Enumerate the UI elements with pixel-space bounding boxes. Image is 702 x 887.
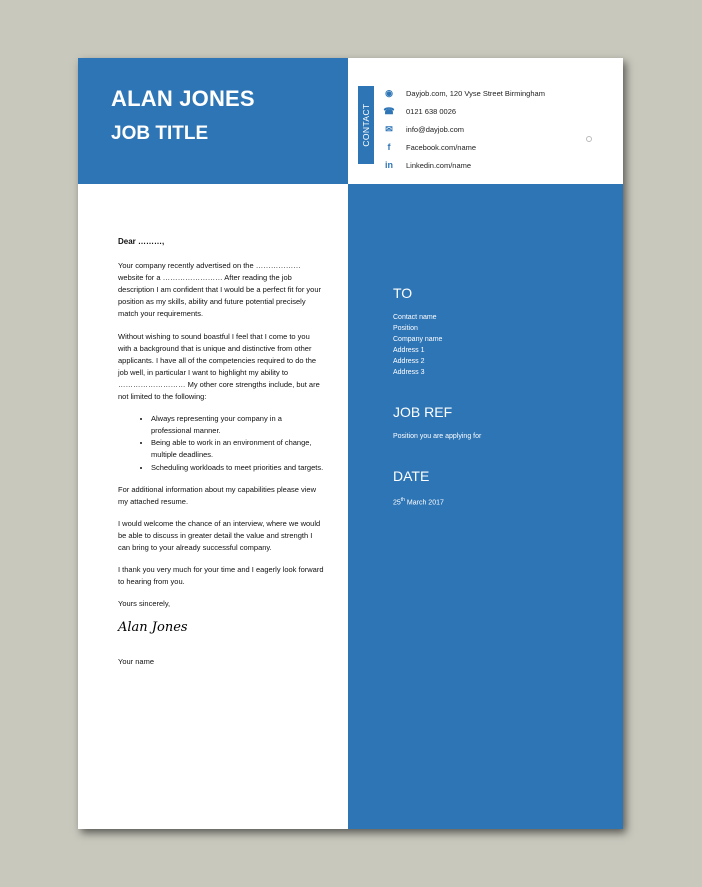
linkedin-icon: in bbox=[385, 160, 393, 170]
to-heading: TO bbox=[393, 285, 413, 301]
paragraph-interview: I would welcome the chance of an interview, where we would be able to discuss in greater detail the value and strength I can bring to your already successful company. bbox=[118, 518, 321, 552]
signature: Alan Jones bbox=[118, 620, 188, 636]
paragraph-intro: Your company recently advertised on the ……………… website for a …………………… After reading the job description I am confident that I would be a perfect fit for your position as my skills, ability and future potential precisely match your requirements. bbox=[118, 261, 322, 319]
closing: Yours sincerely, bbox=[118, 599, 171, 609]
job-ref-details bbox=[393, 431, 481, 442]
recipient-contact-name: Contact name bbox=[393, 314, 437, 321]
phone-icon: ☎ bbox=[383, 105, 395, 116]
contact-address-text: Dayjob.com, 120 Vyse Street Birmingham bbox=[406, 88, 545, 98]
date-day: 25 bbox=[393, 499, 401, 507]
salutation: Dear ………, bbox=[118, 237, 165, 246]
date-heading: DATE bbox=[393, 468, 430, 484]
list-item: • Scheduling workloads to meet priorities and targets. bbox=[151, 462, 324, 474]
date-text bbox=[393, 495, 444, 508]
contact-linkedin-text: Linkedin.com/name bbox=[406, 160, 472, 170]
recipient-address-3: Address 3 bbox=[393, 369, 425, 376]
contact-email-text: info@dayjob.com bbox=[406, 124, 465, 134]
recipient-position: Position bbox=[393, 325, 418, 332]
your-name: Your name bbox=[118, 657, 154, 667]
date-suffix: th bbox=[400, 497, 405, 503]
date-rest: March 2017 bbox=[404, 499, 444, 507]
contact-list bbox=[382, 84, 545, 174]
list-item: • Always representing your company in a professional manner. bbox=[151, 413, 324, 437]
job-ref-heading: JOB REF bbox=[393, 404, 453, 420]
contact-facebook-text: Facebook.com/name bbox=[406, 142, 477, 152]
location-pin-icon: ◉ bbox=[385, 87, 393, 98]
email-icon: ✉ bbox=[385, 123, 393, 134]
letter-body bbox=[118, 236, 324, 669]
applicant-name: ALAN JONES bbox=[111, 86, 255, 111]
recipient-address-1: Address 1 bbox=[393, 347, 425, 354]
contact-address bbox=[382, 84, 545, 102]
paragraph-additional-info: For additional information about my capabilities please view my attached resume. bbox=[118, 484, 317, 506]
date-details bbox=[393, 495, 444, 508]
facebook-icon: f bbox=[387, 142, 391, 152]
list-item: • Being able to work in an environment of change, multiple deadlines. bbox=[151, 437, 324, 461]
cover-letter-page bbox=[78, 58, 623, 829]
contact-tab-label: CONTACT bbox=[361, 103, 371, 147]
paragraph-thanks: I thank you very much for your time and I eagerly look forward to hearing from you. bbox=[118, 565, 324, 587]
contact-facebook bbox=[382, 138, 545, 156]
contact-tab bbox=[358, 86, 374, 164]
contact-phone bbox=[382, 102, 545, 120]
header-banner bbox=[78, 58, 348, 184]
recipient-details bbox=[393, 312, 442, 378]
job-title: JOB TITLE bbox=[111, 123, 209, 144]
contact-email bbox=[382, 120, 545, 138]
contact-phone-text: 0121 638 0026 bbox=[406, 106, 457, 116]
recipient-company: Company name bbox=[393, 336, 443, 343]
contact-linkedin bbox=[382, 156, 545, 174]
decorative-dot bbox=[586, 136, 592, 142]
strengths-list bbox=[118, 413, 324, 473]
recipient-sidebar bbox=[348, 184, 623, 829]
job-ref-text: Position you are applying for bbox=[393, 433, 482, 440]
recipient-address-2: Address 2 bbox=[393, 358, 425, 365]
paragraph-background: Without wishing to sound boastful I feel that I come to you with a background that is unique and distinctive from other applicants. I have all of the competencies required to do the job well, in particular I want to highlight my ability to ……………………… My other core strengths include, but are not limited to the following: bbox=[118, 331, 320, 402]
